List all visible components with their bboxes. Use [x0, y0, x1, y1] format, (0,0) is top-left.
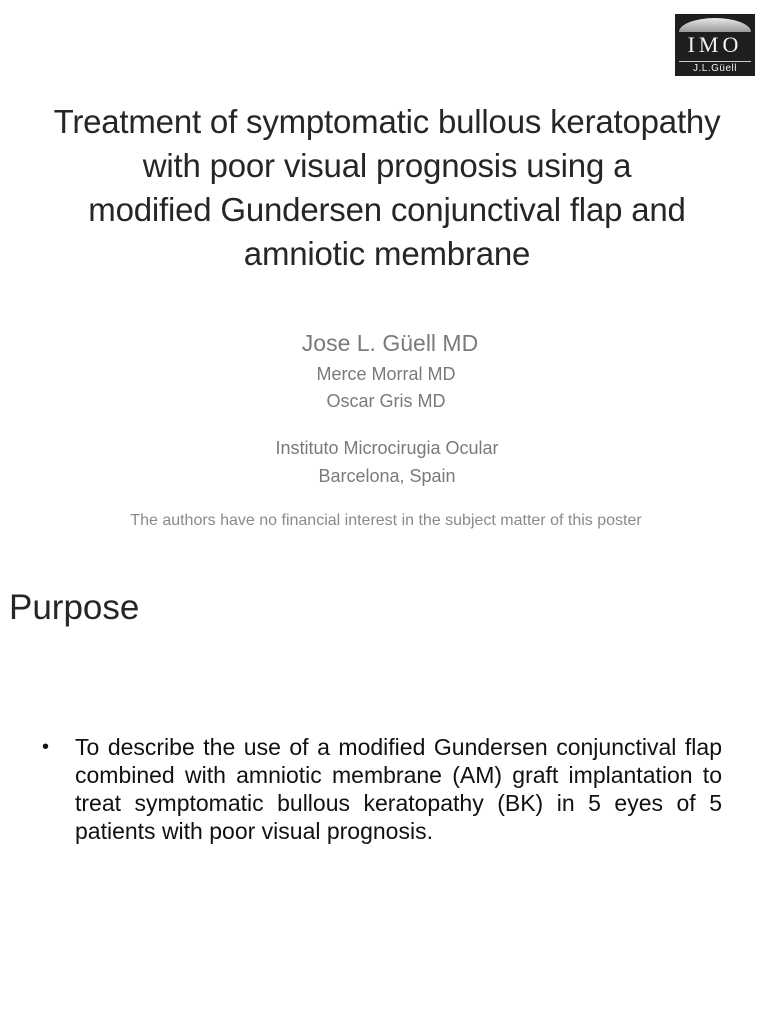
logo-name: J.L.Güell [693, 63, 737, 74]
bullet-icon: • [42, 736, 50, 758]
title-line: Treatment of symptomatic bullous keratopathy [53, 103, 721, 140]
bullet-text: To describe the use of a modified Gundersen conjunctival flap combined with amniotic membrane (AM) graft implantation to treat symptomatic bullous keratopathy (BK) in 5 eyes of 5 patients with poor visual prognosis. [75, 734, 722, 844]
purpose-heading: Purpose [9, 588, 140, 627]
institution-name: Instituto Microcirugia Ocular [275, 438, 499, 458]
financial-disclosure: The authors have no financial interest in the subject matter of this poster [130, 512, 642, 529]
logo-swoosh-icon [679, 18, 751, 32]
imo-logo [675, 14, 755, 76]
coauthor: Oscar Gris MD [326, 391, 446, 411]
logo-wordmark: IMO [687, 32, 743, 57]
poster-title [0, 100, 768, 276]
list-item [42, 733, 722, 845]
main-author: Jose L. Güell MD [301, 330, 479, 356]
title-line: amniotic membrane [243, 235, 531, 272]
purpose-bullet-list [42, 733, 722, 845]
logo-divider [679, 61, 751, 62]
title-line: with poor visual prognosis using a [142, 147, 632, 184]
coauthor: Merce Morral MD [316, 364, 456, 384]
title-line: modified Gundersen conjunctival flap and [88, 191, 686, 228]
institution-location: Barcelona, Spain [318, 466, 456, 486]
